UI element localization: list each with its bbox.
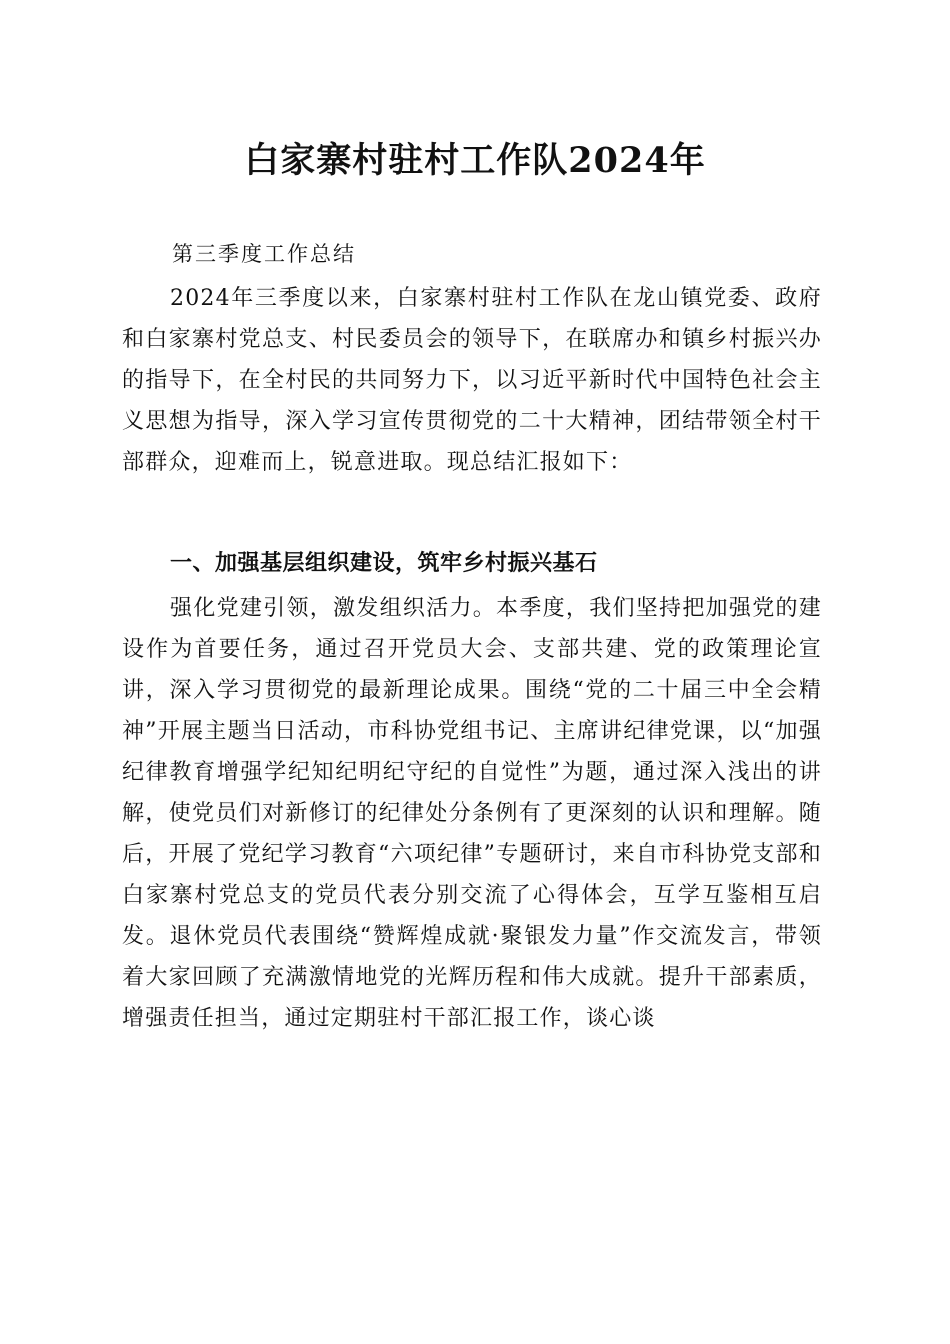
document-title: 白家寨村驻村工作队2024年: [244, 140, 706, 181]
section-body-paragraph: 强化党建引领，激发组织活力。本季度，我们坚持把加强党的建设作为首要任务，通过召开党员大会、支部共建、党的政策理论宣讲，深入学习贯彻党的最新理论成果。围绕“党的二十届三中全会精神”开展主题当日活动，市科协党组书记、主席讲纪律党课，以“加强纪律教育增强学纪知纪明纪守纪的自觉性”为题，通过深入浅出的讲解，使党员们对新修订的纪律处分条例有了更深刻的认识和理解。随后，开展了党纪学习教育“六项纪律”专题研讨，来自市科协党支部和白家寨村党总支的党员代表分别交流了心得体会，互学互鉴相互启发。退休党员代表围绕“赞辉煌成就·聚银发力量”作交流发言，带领着大家回顾了充满激情地党的光辉历程和伟大成就。提升干部素质，增强责任担当，通过定期驻村干部汇报工作，谈心谈: [122, 596, 822, 1031]
intro-paragraph: 2024年三季度以来，白家寨村驻村工作队在龙山镇党委、政府和白家寨村党总支、村民委员会的领导下，在联席办和镇乡村振兴办的指导下，在全村民的共同努力下，以习近平新时代中国特色社会主义思想为指导，深入学习宣传贯彻党的二十大精神，团结带领全村干部群众，迎难而上，锐意进取。现总结汇报如下：: [122, 286, 822, 475]
section-heading: 一、加强基层组织建设，筑牢乡村振兴基石: [170, 551, 598, 576]
document-subtitle: 第三季度工作总结: [172, 242, 356, 266]
